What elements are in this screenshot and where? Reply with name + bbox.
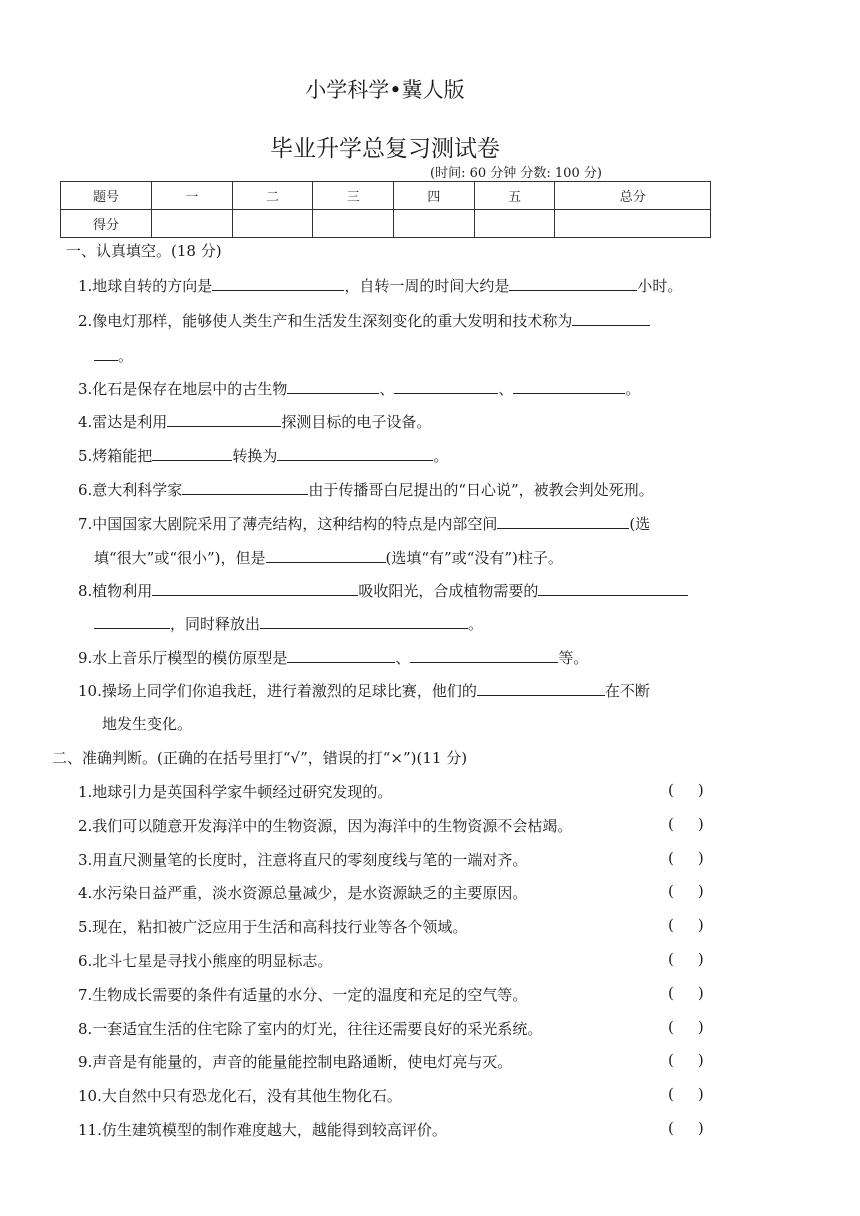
- question-10-cont: [102, 713, 192, 734]
- question-text: 填“很大”或“很小”)，但是: [94, 549, 266, 567]
- section2-title: 二、准确判断。(正确的在括号里打“√”，错误的打“×”)(11 分): [52, 749, 468, 767]
- answer-blank[interactable]: [509, 276, 637, 291]
- question-text: 5.烤箱能把: [78, 447, 153, 465]
- paren-close: ): [697, 815, 704, 833]
- answer-blank[interactable]: [260, 614, 468, 629]
- answer-blank[interactable]: [212, 276, 344, 291]
- score-table-cell: 总分: [555, 182, 711, 210]
- question-text: 由于传播哥白尼提出的“日心说”，被教会判处死刑。: [308, 481, 654, 499]
- question-text: ，同时释放出: [170, 615, 261, 633]
- answer-parentheses[interactable]: [668, 815, 708, 833]
- section1-title: 一、认真填空。(18 分): [66, 242, 222, 260]
- question-text: ，自转一周的时间大约是: [344, 277, 510, 295]
- score-table-header-row: [61, 182, 711, 210]
- question-text: 、: [395, 649, 411, 667]
- question-text: 4.雷达是利用: [78, 413, 168, 431]
- paren-close: ): [697, 916, 704, 934]
- question-4: [78, 411, 431, 432]
- score-table-cell: 三: [313, 182, 394, 210]
- question-text: 10.操场上同学们你追我赶，进行着激烈的足球比赛，他们的: [78, 682, 477, 700]
- answer-blank[interactable]: [410, 648, 558, 663]
- paren-open: (: [668, 1119, 674, 1137]
- paren-open: (: [668, 950, 674, 968]
- question-6: [78, 479, 654, 500]
- question-text: 3.化石是保存在地层中的古生物: [78, 380, 288, 398]
- paren-open: (: [668, 984, 674, 1002]
- score-table-score-row: [61, 210, 711, 238]
- exam-title: 毕业升学总复习测试卷: [270, 136, 500, 162]
- judgement-item: 3.用直尺测量笔的长度时，注意将直尺的零刻度线与笔的一端对齐。: [78, 851, 528, 869]
- paren-open: (: [668, 1051, 674, 1069]
- question-10: [78, 680, 650, 701]
- answer-blank[interactable]: [182, 480, 308, 495]
- paren-open: (: [668, 916, 674, 934]
- answer-parentheses[interactable]: [668, 1085, 708, 1103]
- question-text: 等。: [558, 649, 589, 667]
- paren-open: (: [668, 882, 674, 900]
- score-input-cell[interactable]: [555, 210, 711, 238]
- judgement-item: 7.生物成长需要的条件有适量的水分、一定的温度和充足的空气等。: [78, 986, 528, 1004]
- answer-parentheses[interactable]: [668, 781, 708, 799]
- paren-close: ): [697, 1051, 704, 1069]
- question-5: [78, 445, 448, 466]
- question-text: 2.像电灯那样，能够使人类生产和生活发生深刻变化的重大发明和技术称为: [78, 312, 573, 330]
- answer-parentheses[interactable]: [668, 849, 708, 867]
- question-text: 吸收阳光，合成植物需要的: [358, 582, 539, 600]
- paren-close: ): [697, 1119, 704, 1137]
- question-text: 1.地球自转的方向是: [78, 277, 213, 295]
- question-text: 。: [118, 347, 134, 365]
- score-table: [60, 181, 711, 238]
- answer-blank[interactable]: [152, 446, 232, 461]
- answer-blank[interactable]: [394, 379, 498, 394]
- score-input-cell[interactable]: [313, 210, 394, 238]
- score-table-cell: 二: [232, 182, 313, 210]
- paren-close: ): [697, 950, 704, 968]
- judgement-item: 2.我们可以随意开发海洋中的生物资源，因为海洋中的生物资源不会枯竭。: [78, 817, 573, 835]
- answer-blank[interactable]: [572, 311, 650, 326]
- question-text: 、: [379, 380, 395, 398]
- score-table-cell: 一: [152, 182, 233, 210]
- judgement-item: 11.仿生建筑模型的制作难度越大，越能得到较高评价。: [78, 1121, 447, 1139]
- score-input-cell[interactable]: [474, 210, 555, 238]
- judgement-item: 5.现在，粘扣被广泛应用于生活和高科技行业等各个领域。: [78, 918, 468, 936]
- score-table-cell: 题号: [61, 182, 152, 210]
- question-text: 、: [498, 380, 514, 398]
- question-text: 地发生变化。: [102, 715, 193, 733]
- paren-close: ): [697, 1085, 704, 1103]
- judgement-item: 4.水污染日益严重，淡水资源总量减少，是水资源缺乏的主要原因。: [78, 884, 528, 902]
- question-text: (选: [629, 515, 651, 533]
- answer-blank[interactable]: [477, 681, 605, 696]
- time-info: (时间: 60 分钟 分数: 100 分): [430, 166, 602, 181]
- score-input-cell[interactable]: [232, 210, 313, 238]
- question-text: (选填“有”或“没有”)柱子。: [385, 549, 563, 567]
- score-table-cell: 五: [474, 182, 555, 210]
- question-1: [78, 275, 682, 296]
- answer-parentheses[interactable]: [668, 984, 708, 1002]
- answer-blank[interactable]: [94, 346, 118, 361]
- paren-open: (: [668, 849, 674, 867]
- answer-parentheses[interactable]: [668, 950, 708, 968]
- answer-blank[interactable]: [277, 446, 433, 461]
- score-input-cell[interactable]: [152, 210, 233, 238]
- answer-blank[interactable]: [167, 412, 281, 427]
- question-2: [78, 310, 650, 331]
- judgement-item: 9.声音是有能量的，声音的能量能控制电路通断，使电灯亮与灭。: [78, 1053, 513, 1071]
- question-2-cont: [94, 345, 133, 366]
- paren-close: ): [697, 882, 704, 900]
- answer-parentheses[interactable]: [668, 916, 708, 934]
- question-7-cont: [94, 547, 563, 568]
- question-text: 8.植物利用: [78, 582, 153, 600]
- question-text: 探测目标的电子设备。: [281, 413, 432, 431]
- question-text: 6.意大利科学家: [78, 481, 183, 499]
- question-8-cont: [94, 613, 483, 634]
- paren-open: (: [668, 781, 674, 799]
- answer-blank[interactable]: [513, 379, 625, 394]
- answer-parentheses[interactable]: [668, 882, 708, 900]
- question-text: 。: [468, 615, 484, 633]
- paren-close: ): [697, 849, 704, 867]
- answer-blank[interactable]: [497, 514, 629, 529]
- paren-open: (: [668, 815, 674, 833]
- answer-parentheses[interactable]: [668, 1018, 708, 1036]
- question-8: [78, 580, 688, 601]
- question-text: 转换为: [232, 447, 278, 465]
- paren-close: ): [697, 1018, 704, 1036]
- answer-blank[interactable]: [538, 581, 688, 596]
- question-text: 。: [625, 380, 641, 398]
- paren-close: ): [697, 781, 704, 799]
- exam-subtitle: 小学科学•冀人版: [305, 78, 465, 102]
- judgement-item: 1.地球引力是英国科学家牛顿经过研究发现的。: [78, 783, 393, 801]
- answer-blank[interactable]: [287, 648, 395, 663]
- question-7: [78, 513, 650, 534]
- judgement-item: 6.北斗七星是寻找小熊座的明显标志。: [78, 952, 333, 970]
- answer-parentheses[interactable]: [668, 1119, 708, 1137]
- question-9: [78, 647, 588, 668]
- answer-blank[interactable]: [287, 379, 379, 394]
- question-text: 在不断: [604, 682, 650, 700]
- score-input-cell[interactable]: [394, 210, 475, 238]
- score-table-cell: 四: [394, 182, 475, 210]
- paren-open: (: [668, 1018, 674, 1036]
- question-3: [78, 378, 640, 399]
- answer-blank[interactable]: [152, 581, 358, 596]
- paren-open: (: [668, 1085, 674, 1103]
- answer-blank[interactable]: [94, 614, 170, 629]
- question-text: 小时。: [637, 277, 683, 295]
- question-text: 。: [433, 447, 449, 465]
- answer-blank[interactable]: [266, 548, 386, 563]
- paren-close: ): [697, 984, 704, 1002]
- question-text: 9.水上音乐厅模型的模仿原型是: [78, 649, 288, 667]
- judgement-item: 10.大自然中只有恐龙化石，没有其他生物化石。: [78, 1087, 402, 1105]
- judgement-item: 8.一套适宜生活的住宅除了室内的灯光，往往还需要良好的采光系统。: [78, 1020, 543, 1038]
- score-label: 得分: [61, 210, 152, 238]
- question-text: 7.中国国家大剧院采用了薄壳结构，这种结构的特点是内部空间: [78, 515, 498, 533]
- answer-parentheses[interactable]: [668, 1051, 708, 1069]
